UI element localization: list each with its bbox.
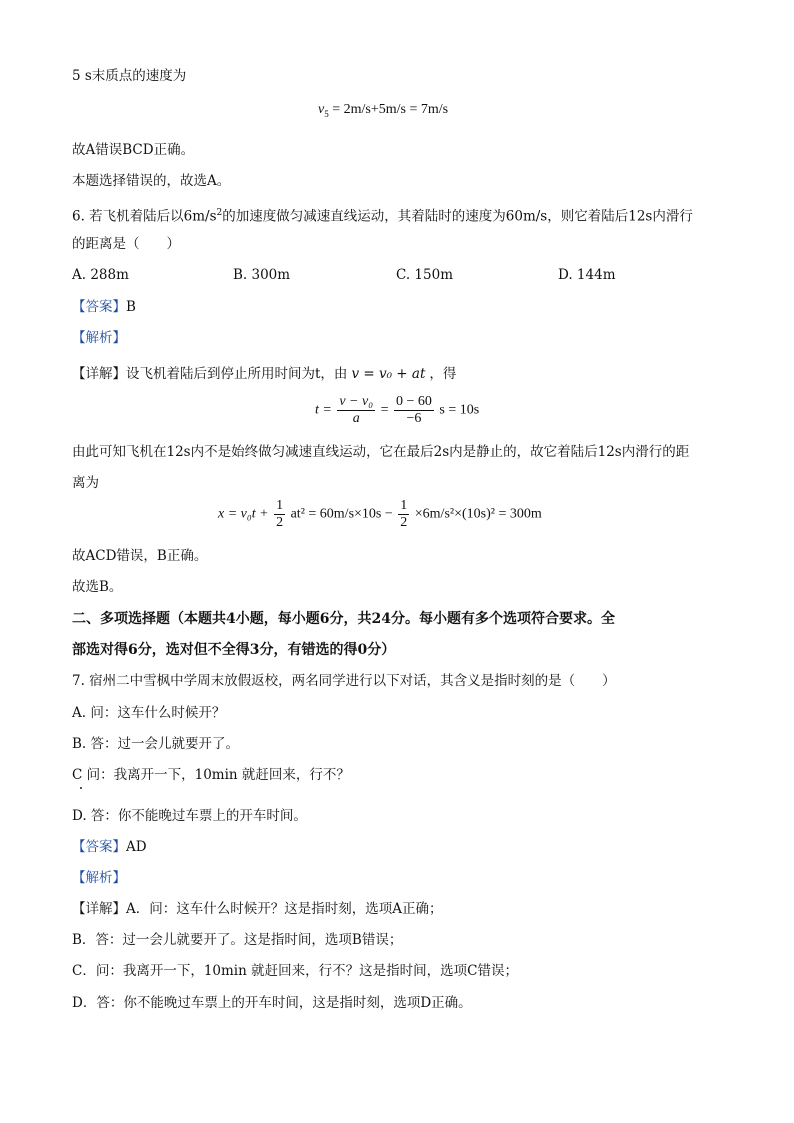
q6-answer: B xyxy=(126,299,136,315)
eq-x-half2-den: 2 xyxy=(400,515,408,530)
eq-v5-sub: 5 xyxy=(324,108,329,119)
q7-detail-line-2: B．答：过一会儿就要开了。这是指时间，选项B错误； xyxy=(72,932,403,948)
q6-option-a: A. 288m xyxy=(72,267,129,283)
equation-v5 xyxy=(318,102,448,119)
eq-x-tail: ×6m/s²×(10s)² = 300m xyxy=(414,506,542,522)
q6-option-c: C. 150m xyxy=(396,267,453,283)
q6-detail-tail: ，得 xyxy=(429,366,457,382)
conclusion-line-1: 故A错误BCD正确。 xyxy=(72,142,195,158)
analysis-tag: 【解析】 xyxy=(72,870,126,886)
q6-conclusion-2: 故选B。 xyxy=(72,579,123,595)
q6-stem-line-1 xyxy=(72,203,693,227)
q7-analysis-line xyxy=(72,868,126,888)
eq-t-equals: = xyxy=(380,402,389,418)
eq-x-half2-num: 1 xyxy=(400,498,408,513)
q6-analysis-line xyxy=(72,328,126,348)
q7-answer-line xyxy=(72,837,147,857)
section-heading-line-2: 部选对得6分，选对但不全得3分，有错选的得0分） xyxy=(72,642,396,658)
q7-answer: AD xyxy=(126,839,147,855)
eq-v5-rhs: = 2m/s+5m/s = 7m/s xyxy=(328,102,449,117)
q6-detail-text: 设飞机着陆后到停止所用时间为t，由 xyxy=(126,366,348,382)
q6-detail-formula: v = v₀ + at xyxy=(351,366,426,382)
answer-tag: 【答案】 xyxy=(72,839,126,855)
stray-dot xyxy=(80,787,82,789)
q6-stem-head: 6. 若飞机着陆后以6m/s xyxy=(72,208,217,225)
eq-x-half-num: 1 xyxy=(276,498,284,513)
q7-detail-line-4: D．答：你不能晚过车票上的开车时间，这是指时刻，选项D正确。 xyxy=(72,995,472,1011)
q6-option-b: B. 300m xyxy=(233,267,291,283)
q7-option-a: A. 问：这车什么时候开？ xyxy=(72,705,226,721)
eq-t-num1: v − v₀ xyxy=(339,394,374,409)
eq-t-frac-2 xyxy=(394,394,434,427)
q7-detail-a: A．问：这车什么时候开？这是指时刻，选项A正确； xyxy=(126,901,443,917)
eq-x-half-den: 2 xyxy=(276,515,284,530)
eq-x-a-part: at² = 60m/s×10s − xyxy=(290,506,393,522)
q6-paragraph-2: 离为 xyxy=(72,475,99,491)
q6-stem-line-2: 的距离是（ ） xyxy=(72,236,180,252)
answer-tag: 【答案】 xyxy=(72,299,126,315)
eq-x-half-1 xyxy=(274,498,285,531)
detail-tag: 【详解】 xyxy=(72,901,126,917)
q6-answer-line xyxy=(72,297,136,317)
q7-detail-line-1 xyxy=(72,899,443,919)
eq-t-tail: s = 10s xyxy=(439,402,480,418)
analysis-tag: 【解析】 xyxy=(72,330,126,346)
q6-detail-line xyxy=(72,364,456,384)
eq-t-frac-1 xyxy=(337,394,375,427)
speed-intro: 5 s末质点的速度为 xyxy=(72,68,187,84)
section-heading-line-1: 二、多项选择题（本题共4小题，每小题6分，共24分。每小题有多个选项符合要求。全 xyxy=(72,611,615,627)
conclusion-line-2: 本题选择错误的，故选A。 xyxy=(72,173,231,189)
q7-option-b: B. 答：过一会儿就要开了。 xyxy=(72,736,240,752)
q7-option-d: D. 答：你不能晚过车票上的开车时间。 xyxy=(72,808,307,824)
q7-stem: 7. 宿州二中雪枫中学周末放假返校，两名同学进行以下对话，其含义是指时刻的是（ ） xyxy=(72,673,616,689)
eq-t-lhs: t = xyxy=(315,402,332,418)
eq-t-den1: a xyxy=(352,411,360,426)
q6-stem-sup: 2 xyxy=(216,208,223,218)
q6-stem-tail: 的加速度做匀减速直线运动，其着陆时的速度为60m/s，则它着陆后12s内滑行 xyxy=(222,208,693,225)
q6-conclusion-1: 故ACD错误，B正确。 xyxy=(72,548,208,564)
detail-tag: 【详解】 xyxy=(72,366,126,382)
equation-t xyxy=(315,394,479,427)
q7-option-c: C 问：我离开一下，10min 就赶回来，行不？ xyxy=(72,767,350,783)
eq-x-half-2 xyxy=(398,498,409,531)
q6-option-d: D. 144m xyxy=(558,267,616,283)
eq-t-num2: 0 − 60 xyxy=(396,394,432,409)
equation-x xyxy=(218,498,542,531)
eq-v5-lhs: v xyxy=(318,102,325,117)
eq-x-lhs: x = v₀t + xyxy=(218,506,269,522)
q6-paragraph-1: 由此可知飞机在12s内不是始终做匀减速直线运动，它在最后2s内是静止的，故它着陆后12s内滑行的距 xyxy=(72,444,690,460)
eq-t-den2: −6 xyxy=(406,411,422,426)
q7-detail-line-3: C．问：我离开一下，10min 就赶回来，行不？这是指时间，选项C错误； xyxy=(72,963,518,979)
